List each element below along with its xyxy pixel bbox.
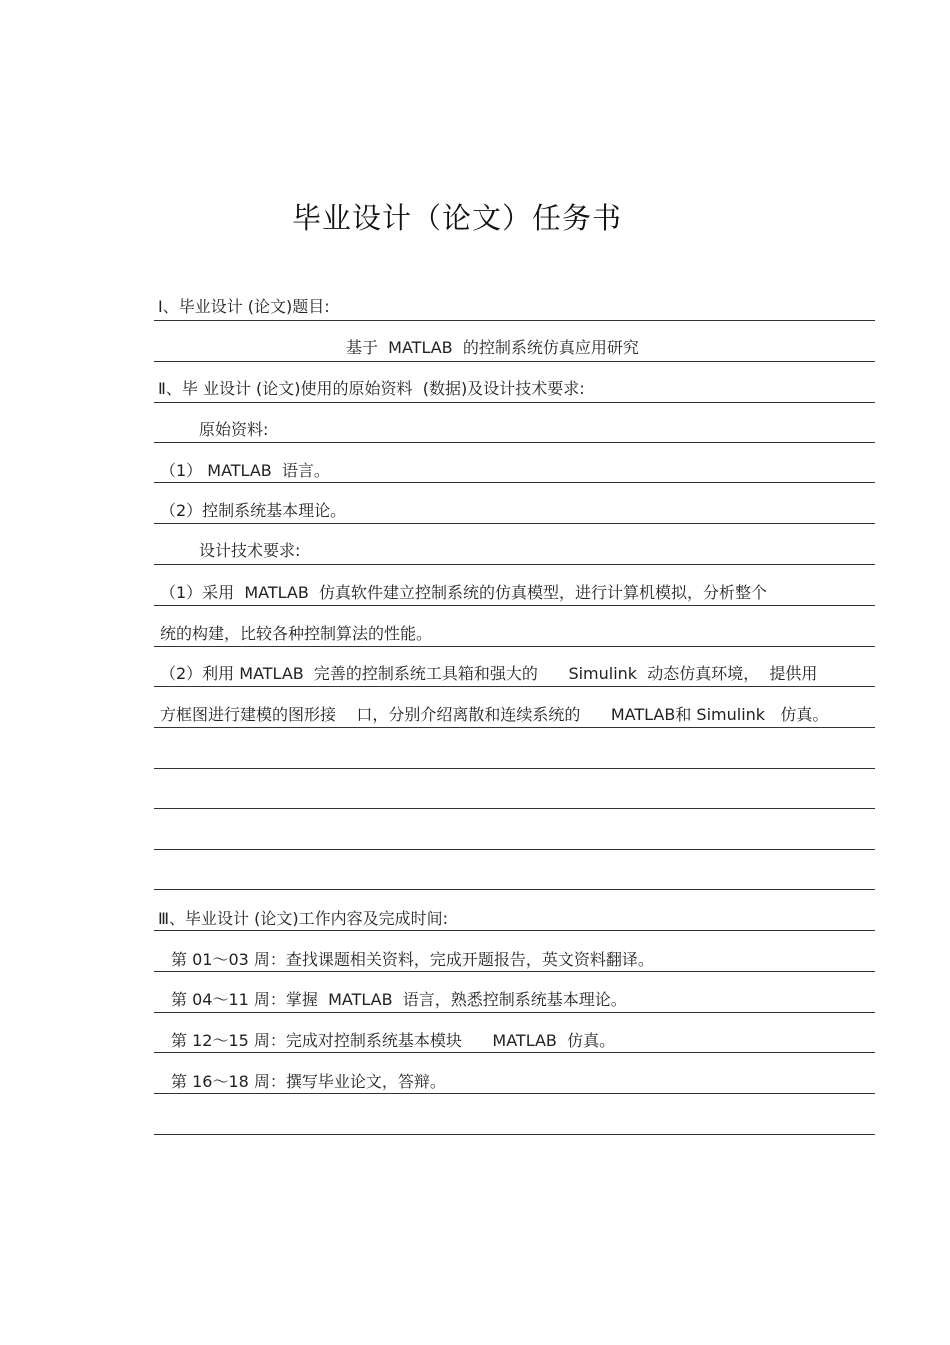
ruled-line: [154, 320, 875, 321]
requirement-line: （1）采用 MATLAB 仿真软件建立控制系统的仿真模型，进行计算机模拟，分析整个: [160, 583, 768, 602]
schedule-item: 第 12～15 周：完成对控制系统基本模块 MATLAB 仿真。: [171, 1031, 616, 1050]
requirement-line: （2）利用 MATLAB 完善的控制系统工具箱和强大的 Simulink 动态仿真环境， 提供用: [160, 664, 818, 683]
schedule-item: 第 04～11 周：掌握 MATLAB 语言，熟悉控制系统基本理论。: [171, 990, 627, 1009]
ruled-line: [154, 1012, 875, 1013]
ruled-line: [154, 849, 875, 850]
ruled-line: [154, 808, 875, 809]
raw-material-item: （1） MATLAB 语言。: [160, 461, 330, 480]
ruled-line: [154, 442, 875, 443]
section2-heading: Ⅱ、毕 业设计 (论文)使用的原始资料 (数据)及设计技术要求:: [158, 379, 585, 398]
ruled-line: [154, 686, 875, 687]
ruled-line: [154, 361, 875, 362]
requirements-label: 设计技术要求:: [199, 541, 301, 560]
ruled-line: [154, 605, 875, 606]
ruled-line: [154, 889, 875, 890]
requirement-line: 统的构建，比较各种控制算法的性能。: [160, 624, 433, 643]
schedule-item: 第 16～18 周：撰写毕业论文，答辩。: [171, 1072, 446, 1091]
ruled-line: [154, 930, 875, 931]
ruled-line: [154, 523, 875, 524]
ruled-line: [154, 564, 875, 565]
ruled-line: [154, 646, 875, 647]
thesis-topic: 基于 MATLAB 的控制系统仿真应用研究: [346, 338, 639, 357]
ruled-line: [154, 971, 875, 972]
ruled-line: [154, 1093, 875, 1094]
schedule-item: 第 01～03 周：查找课题相关资料，完成开题报告，英文资料翻译。: [171, 950, 654, 969]
ruled-line: [154, 482, 875, 483]
document-title: 毕业设计（论文）任务书: [291, 201, 622, 235]
section3-heading: Ⅲ、毕业设计 (论文)工作内容及完成时间:: [158, 909, 448, 928]
ruled-line: [154, 768, 875, 769]
ruled-line: [154, 1052, 875, 1053]
ruled-line: [154, 402, 875, 403]
raw-materials-label: 原始资料:: [199, 420, 269, 439]
raw-material-item: （2）控制系统基本理论。: [160, 501, 347, 520]
ruled-line: [154, 727, 875, 728]
ruled-line: [154, 1134, 875, 1135]
requirement-line: 方框图进行建模的图形接 口，分别介绍离散和连续系统的 MATLAB和 Simulink 仿真。: [160, 705, 829, 724]
section1-heading: Ⅰ、毕业设计 (论文)题目:: [158, 297, 330, 316]
